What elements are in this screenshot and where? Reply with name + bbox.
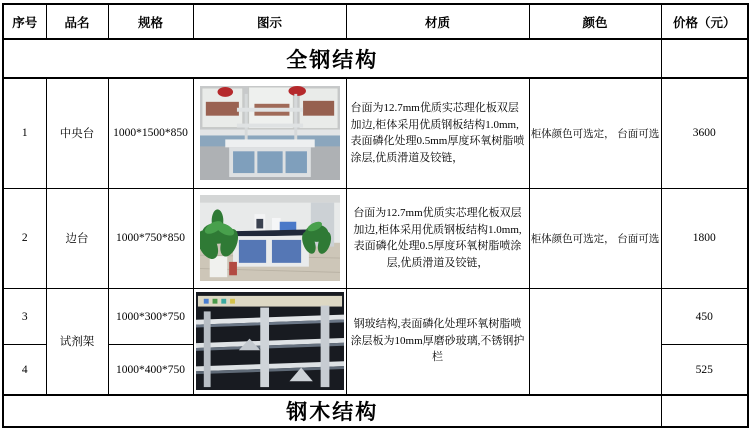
table-header-row: [3, 4, 748, 39]
row4-serial: 4: [3, 345, 46, 395]
section-wood-price-cell: [661, 395, 748, 427]
section-title-steel: 全钢结构: [3, 39, 661, 77]
product-price-table: [2, 3, 749, 428]
section-steel-price-cell: [661, 39, 748, 77]
row1-serial: 1: [3, 78, 46, 188]
row2-serial: 2: [3, 188, 46, 288]
reagent-rack-photo: [196, 292, 344, 390]
table-row: [3, 188, 748, 288]
row3-image-cell: [193, 288, 346, 394]
row3-color: [529, 288, 661, 394]
header-spec: 规格: [108, 4, 193, 39]
row3-serial: 3: [3, 288, 46, 345]
row3-product-name: 试剂架: [46, 288, 108, 394]
row2-color-text: 柜体颜色可选定， 台面可选: [530, 233, 660, 245]
row3-material: 钢玻结构,表面磷化处理环氧树脂喷涂层板为10mm厚磨砂玻璃,不锈钢护栏: [346, 288, 529, 394]
row2-color: [529, 188, 661, 288]
table-row: [3, 288, 748, 345]
row2-price: 1800: [661, 188, 748, 288]
row1-image-cell: [193, 78, 346, 188]
header-color: 颜色: [529, 4, 661, 39]
row2-image-cell: [193, 188, 346, 288]
section-title-wood: 钢木结构: [3, 395, 661, 427]
row1-material: 台面为12.7mm优质实芯理化板双层加边,柜体采用优质钢板结构1.0mm,表面磷化处理0.5mm厚度环氧树脂喷涂层,优质滑道及铰链，: [346, 78, 529, 188]
row3-price: 450: [661, 288, 748, 345]
row4-spec: 1000*400*750: [108, 345, 193, 395]
row1-product-name: 中央台: [46, 78, 108, 188]
table-row: [3, 78, 748, 188]
row1-spec: 1000*1500*850: [108, 78, 193, 188]
header-material: 材质: [346, 4, 529, 39]
row1-price: 3600: [661, 78, 748, 188]
row4-price: 525: [661, 345, 748, 395]
row2-product-name: 边台: [46, 188, 108, 288]
row1-color: [529, 78, 661, 188]
row3-spec: 1000*300*750: [108, 288, 193, 345]
side-bench-photo: [200, 195, 340, 281]
row2-spec: 1000*750*850: [108, 188, 193, 288]
header-price: 价格（元）: [661, 4, 748, 39]
central-bench-photo: [200, 86, 340, 180]
row1-color-text: 柜体颜色可选定， 台面可选: [530, 128, 660, 140]
section-row-wood: [3, 395, 748, 427]
section-row-steel: [3, 39, 748, 77]
header-product-name: 品名: [46, 4, 108, 39]
header-illustration: 图示: [193, 4, 346, 39]
row2-material: 台面为12.7mm优质实芯理化板双层加边,柜体采用优质钢板结构1.0mm,表面磷化处理0.5厚度环氧树脂喷涂层,优质滑道及铰链，: [346, 188, 529, 288]
header-serial: 序号: [3, 4, 46, 39]
